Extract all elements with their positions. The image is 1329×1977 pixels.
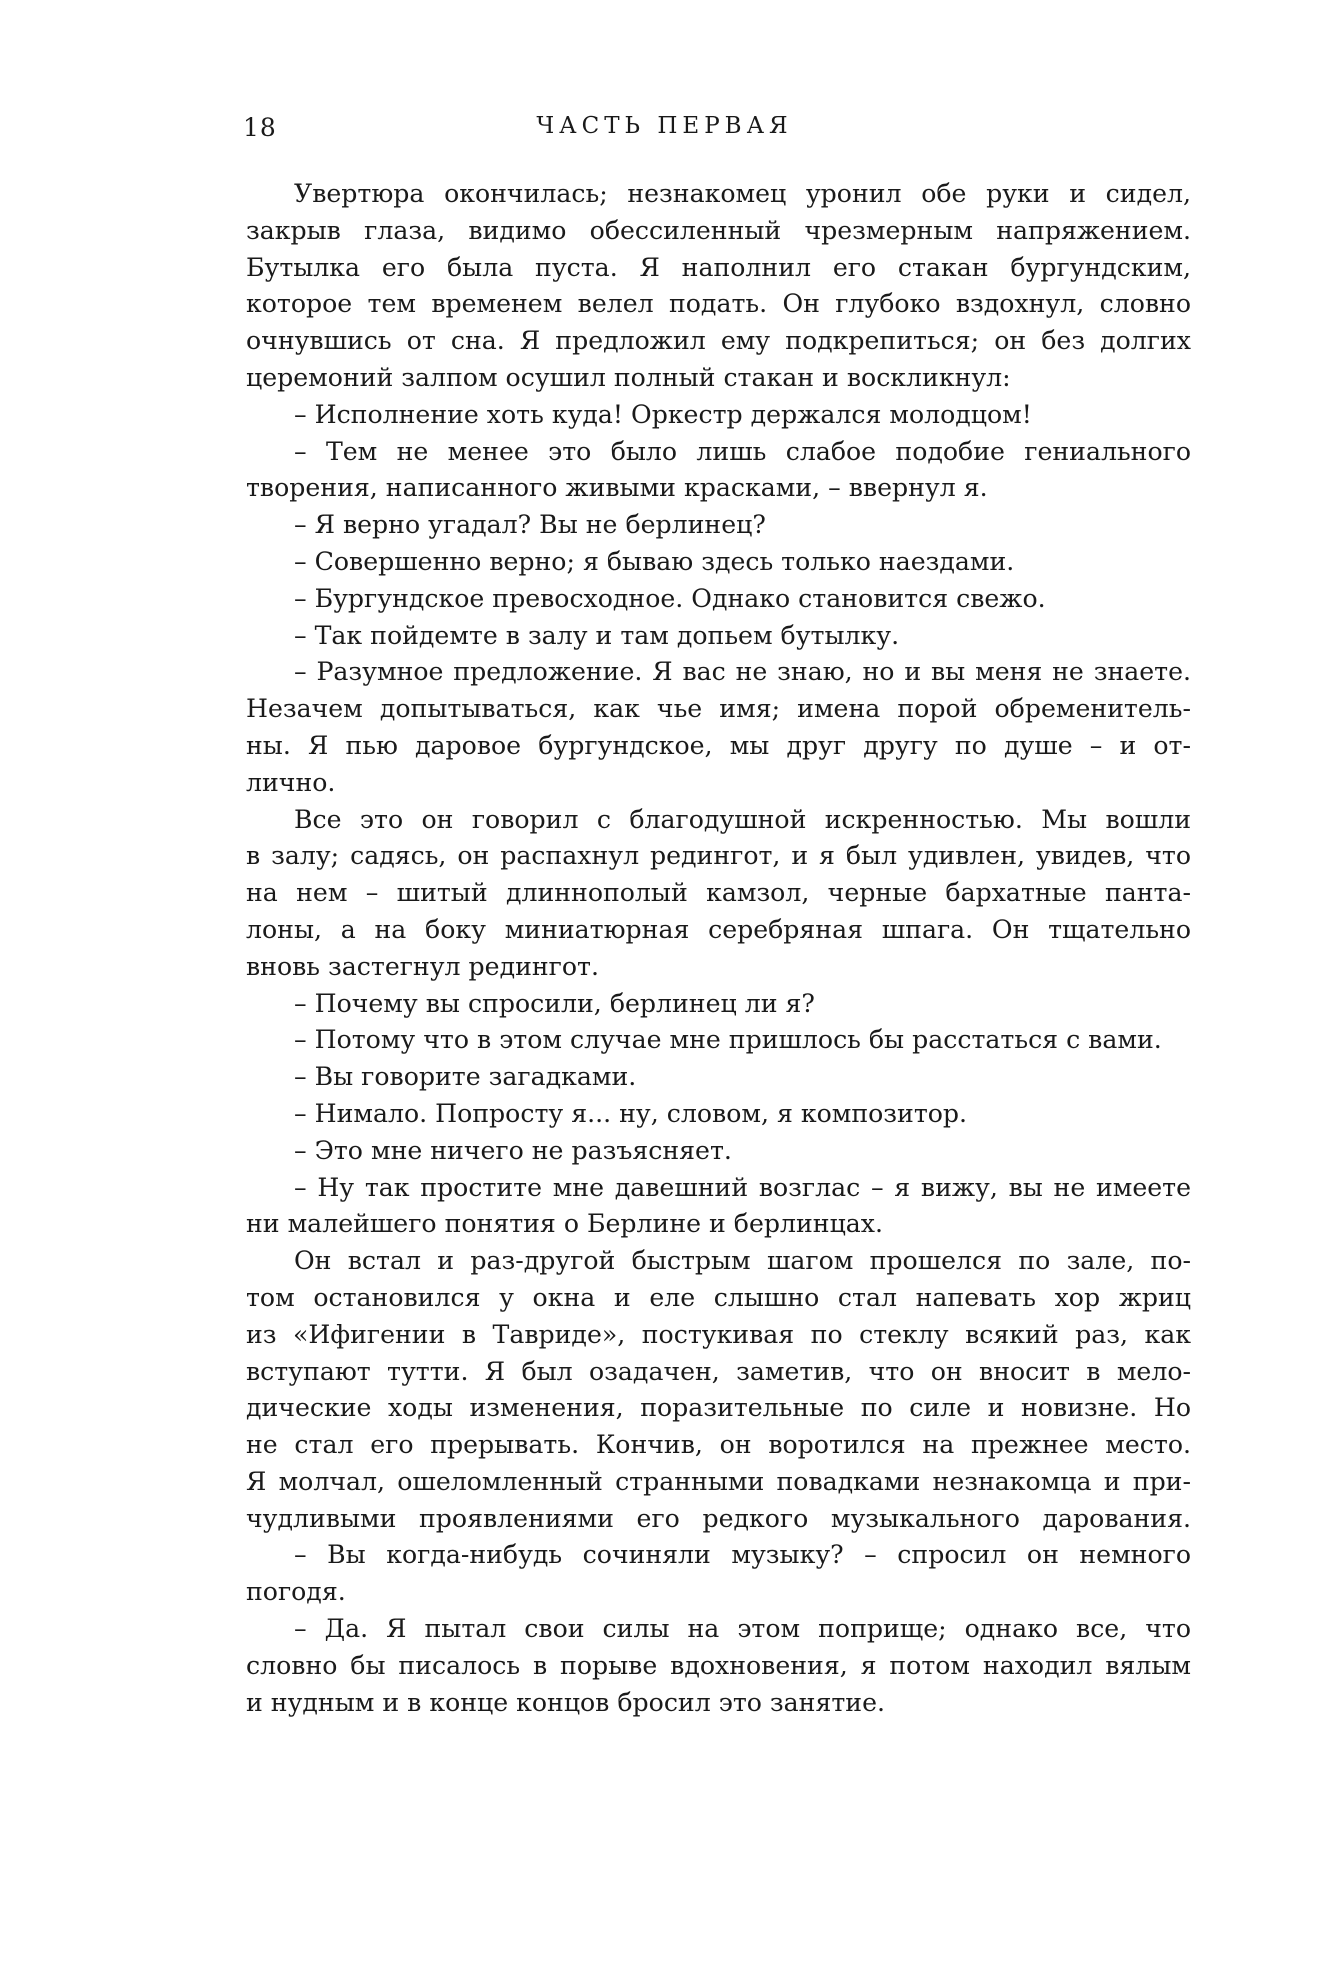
text-line: том остановился у окна и еле слышно стал напевать хор жриц (246, 1282, 1191, 1312)
text-line: – Вы говорите загадками. (294, 1062, 637, 1092)
text-line: церемоний залпом осушил полный стакан и воскликнул: (246, 362, 1011, 392)
text-line: творения, написанного живыми красками, – ввернул я. (246, 473, 988, 503)
text-line: – Ну так простите мне давешний возглас – я вижу, вы не имеете (294, 1172, 1191, 1202)
text-line: Он встал и раз-другой быстрым шагом прошелся по зале, по- (294, 1246, 1191, 1276)
text-line: дические ходы изменения, поразительные по силе и новизне. Но (246, 1393, 1191, 1423)
text-line: – Исполнение хоть куда! Оркестр держался молодцом! (294, 399, 1032, 429)
text-line: Увертюра окончилась; незнакомец уронил обе руки и сидел, (294, 179, 1191, 208)
text-line: – Разумное предложение. Я вас не знаю, но и вы меня не знаете. (294, 657, 1191, 687)
text-line: Все это он говорил с благодушной искренностью. Мы вошли (294, 804, 1191, 834)
text-line: которое тем временем велел подать. Он глубоко вздохнул, словно (246, 289, 1191, 319)
text-line: Незачем допытываться, как чье имя; имена порой обременитель- (246, 694, 1191, 724)
text-line: – Тем не менее это было лишь слабое подобие гениального (294, 436, 1191, 466)
text-line: – Бургундское превосходное. Однако становится свежо. (294, 583, 1046, 613)
text-line: в залу; садясь, он распахнул редингот, и я был удивлен, увидев, что (246, 841, 1191, 871)
page-number: 18 (243, 113, 277, 142)
text-line: не стал его прерывать. Кончив, он воротился на прежнее место. (246, 1430, 1191, 1460)
text-line: – Так пойдемте в залу и там допьем бутылку. (294, 620, 900, 650)
text-line: словно бы писалось в порыве вдохновения, я потом находил вялым (246, 1650, 1191, 1680)
text-line: лоны, а на боку миниатюрная серебряная шпага. Он тщательно (246, 914, 1191, 944)
text-line: – Потому что в этом случае мне пришлось бы расстаться с вами. (294, 1025, 1162, 1055)
text-line: очнувшись от сна. Я предложил ему подкрепиться; он без долгих (246, 326, 1191, 356)
text-line: погодя. (246, 1577, 346, 1607)
text-line: вступают тутти. Я был озадачен, заметив, что он вносит в мело- (246, 1356, 1191, 1386)
text-line: ни малейшего понятия о Берлине и берлинцах. (246, 1209, 884, 1239)
text-line: Бутылка его была пуста. Я наполнил его стакан бургундским, (246, 252, 1191, 282)
text-line: ны. Я пью даровое бургундское, мы друг другу по душе – и от- (246, 730, 1191, 760)
text-line: закрыв глаза, видимо обессиленный чрезмерным напряжением. (246, 215, 1191, 245)
text-line: – Почему вы спросили, берлинец ли я? (294, 988, 815, 1018)
text-line: на нем – шитый длиннополый камзол, черные бархатные панта- (246, 878, 1191, 908)
text-line: – Я верно угадал? Вы не берлинец? (294, 510, 766, 540)
text-line: лично. (246, 767, 336, 797)
text-line: – Да. Я пытал свои силы на этом поприще; однако все, что (294, 1614, 1191, 1644)
running-head: ЧАСТЬ ПЕРВАЯ (536, 113, 793, 139)
text-line: – Это мне ничего не разъясняет. (294, 1135, 732, 1165)
text-line: из «Ифигении в Тавриде», постукивая по стеклу всякий раз, как (246, 1319, 1191, 1349)
text-line: – Вы когда-нибудь сочиняли музыку? – спросил он немного (294, 1540, 1191, 1570)
text-line: – Нимало. Попросту я... ну, словом, я композитор. (294, 1098, 968, 1128)
text-line: чудливыми проявлениями его редкого музыкального дарования. (246, 1503, 1191, 1533)
text-line: Я молчал, ошеломленный странными повадками незнакомца и при- (246, 1466, 1191, 1496)
text-line: вновь застегнул редингот. (246, 951, 599, 981)
text-line: – Совершенно верно; я бываю здесь только наездами. (294, 546, 1015, 576)
body-text (246, 176, 1191, 1721)
text-line: и нудным и в конце концов бросил это занятие. (246, 1687, 885, 1717)
